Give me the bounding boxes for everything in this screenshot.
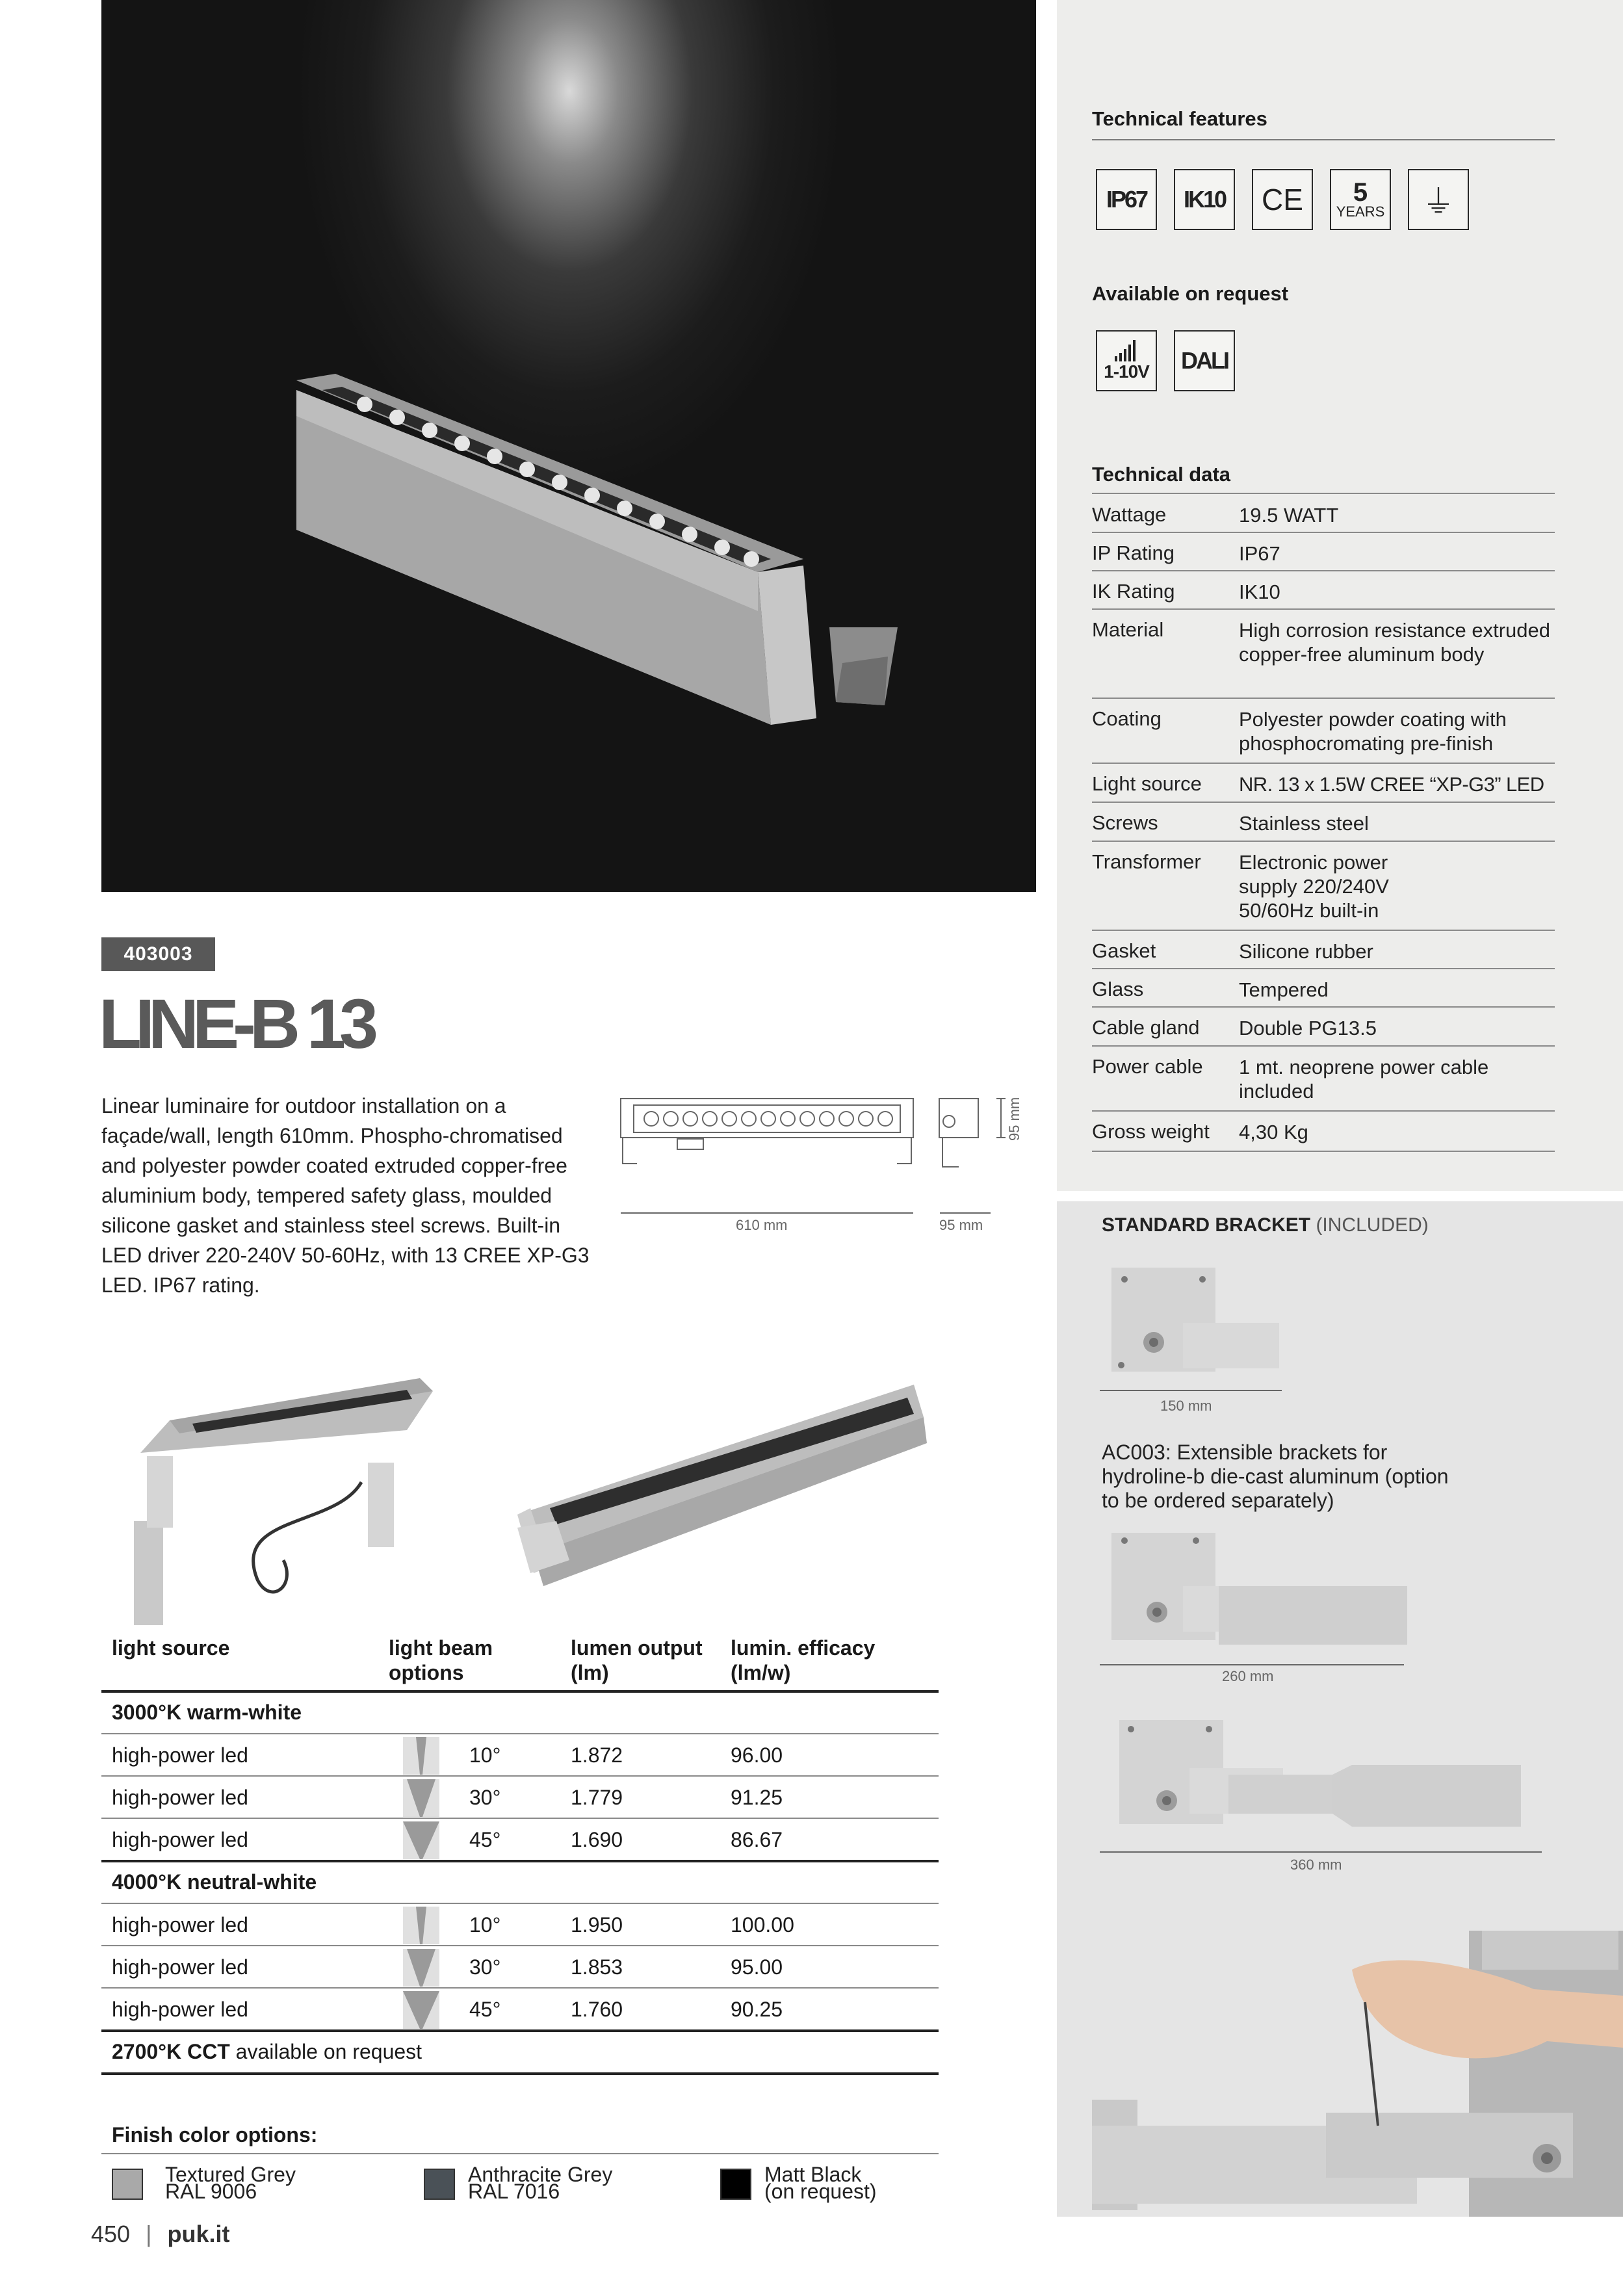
ip67-icon: IP67 [1096,169,1157,230]
finish-matt-black: Matt Black (on request) [764,2163,877,2203]
ac003-bracket-260-image [1098,1528,1410,1651]
table-rule [101,1818,939,1819]
standard-bracket-image [1098,1261,1293,1391]
available-on-request-title: Available on request [1092,282,1289,305]
product-hero-photo [101,0,1036,892]
beam-45-icon [403,1821,439,1859]
table-rule [101,2072,939,2075]
cell-source: high-power led [112,1786,248,1809]
front-view-drawing [617,1092,1027,1177]
col-header-source: light source [112,1636,230,1660]
ac003-description: AC003: Extensible brackets for hydroline-b die-cast aluminum (option to be ordered separately) [1102,1441,1449,1512]
divider [1092,1045,1555,1047]
page-number: 450 [91,2221,131,2247]
table-rule [101,1733,939,1734]
technical-data-title: Technical data [1092,463,1231,486]
table-rule [101,1775,939,1777]
divider [1092,1151,1555,1152]
cell-beam: 30° [469,1786,501,1809]
earth-ground-icon: ⏚ [1408,169,1469,230]
dimmer-1-10v-icon: 1-10V [1096,330,1157,391]
cell-source: high-power led [112,1998,248,2021]
table-rule [101,1903,939,1904]
dim-line [1100,1664,1404,1665]
cell-source: high-power led [112,1913,248,1937]
footer-separator: | [146,2221,152,2247]
beam-10-icon [403,1907,439,1944]
group-title-3000k: 3000°K warm-white [112,1701,302,1724]
divider [1092,763,1555,764]
beam-30-icon [403,1779,439,1817]
dali-icon: DALI [1174,330,1235,391]
cell-beam: 45° [469,1998,501,2021]
dim-line [1100,1851,1542,1853]
cell-efficacy: 91.25 [731,1786,783,1809]
cell-lumen: 1.853 [571,1955,623,1979]
cell-source: high-power led [112,1743,248,1767]
divider [1092,698,1555,699]
standard-bracket-heading: STANDARD BRACKET (INCLUDED) [1102,1214,1429,1236]
beam-45-icon [403,1991,439,2029]
divider [1092,930,1555,931]
col-header-beam: light beam options [389,1636,493,1684]
cell-lumen: 1.690 [571,1828,623,1851]
dim-line [1100,1390,1282,1391]
table-rule [101,1987,939,1989]
swatch-matt-black [720,2169,751,2200]
divider [1092,570,1555,571]
finish-title: Finish color options: [112,2123,318,2146]
divider [1092,802,1555,803]
col-header-efficacy: lumin. efficacy (lm/w) [731,1636,876,1684]
cell-beam: 45° [469,1828,501,1851]
page-footer [91,2221,229,2248]
ik10-icon: IK10 [1174,169,1235,230]
floor-mount-variant [517,1385,927,1586]
dim-line-95 [940,1212,991,1214]
divider [1092,1110,1555,1112]
ac003-dim-260: 260 mm [1222,1668,1274,1684]
cell-beam: 30° [469,1955,501,1979]
divider [1092,1006,1555,1008]
cell-beam: 10° [469,1913,501,1937]
cct-note: 2700°K CCT available on request [112,2040,422,2063]
finish-textured-grey: Textured Grey RAL 9006 [165,2163,296,2203]
divider [1092,841,1555,842]
divider [1092,532,1555,533]
table-rule [101,1945,939,1946]
col-header-lumen: lumen output (lm) [571,1636,703,1684]
technical-features-title: Technical features [1092,107,1267,130]
spot-mount-variant [134,1378,433,1625]
cell-efficacy: 100.00 [731,1913,794,1937]
product-description: Linear luminaire for outdoor installation on a façade/wall, length 610mm. Phospho-chromatised and polyester powder coated extruded copper-free aluminium body, tempered safety glass, moulded silicone gasket and stainless steel screws. Built-in LED driver 220-240V 50-60Hz, with 13 CREE XP-G3 LED. IP67 rating. [101,1094,590,1297]
cell-lumen: 1.950 [571,1913,623,1937]
product-title: LINE-B 13 [99,984,372,1063]
cell-source: high-power led [112,1955,248,1979]
divider [1092,968,1555,969]
divider [1092,139,1555,140]
cell-lumen: 1.779 [571,1786,623,1809]
beam-10-icon [403,1737,439,1775]
divider [1092,493,1555,494]
group-title-4000k: 4000°K neutral-white [112,1870,317,1894]
cell-efficacy: 96.00 [731,1743,783,1767]
product-variant-photos [101,1365,940,1625]
warranty-icon: 5 YEARS [1330,169,1391,230]
height-dim: 95 mm [1006,1097,1022,1141]
table-rule [101,1860,939,1862]
product-code-badge: 403003 [101,937,215,971]
signal-bars-icon [1113,339,1139,361]
ac003-dim-360: 360 mm [1290,1857,1342,1873]
standard-bracket-dim: 150 mm [1160,1398,1212,1414]
table-rule [101,2029,939,2032]
site-link[interactable]: puk.it [167,2221,230,2247]
cell-source: high-power led [112,1828,248,1851]
swatch-anthracite-grey [424,2169,455,2200]
cell-efficacy: 95.00 [731,1955,783,1979]
ac003-bracket-360-image [1111,1716,1527,1833]
cell-beam: 10° [469,1743,501,1767]
cell-efficacy: 86.67 [731,1828,783,1851]
ce-mark-icon: CE [1252,169,1313,230]
table-rule [101,1690,939,1693]
finish-anthracite-grey: Anthracite Grey RAL 7016 [468,2163,613,2203]
cell-lumen: 1.872 [571,1743,623,1767]
beam-30-icon [403,1949,439,1987]
depth-dim: 95 mm [939,1217,983,1233]
wall-luminaire-illustration [101,0,1036,892]
table-rule [101,2153,939,2154]
length-dim: 610 mm [736,1217,788,1233]
cell-efficacy: 90.25 [731,1998,783,2021]
swatch-textured-grey [112,2169,143,2200]
installation-hand-photo [1079,1911,1623,2217]
divider [1092,608,1555,610]
dim-line-610 [621,1212,913,1214]
cell-lumen: 1.760 [571,1998,623,2021]
